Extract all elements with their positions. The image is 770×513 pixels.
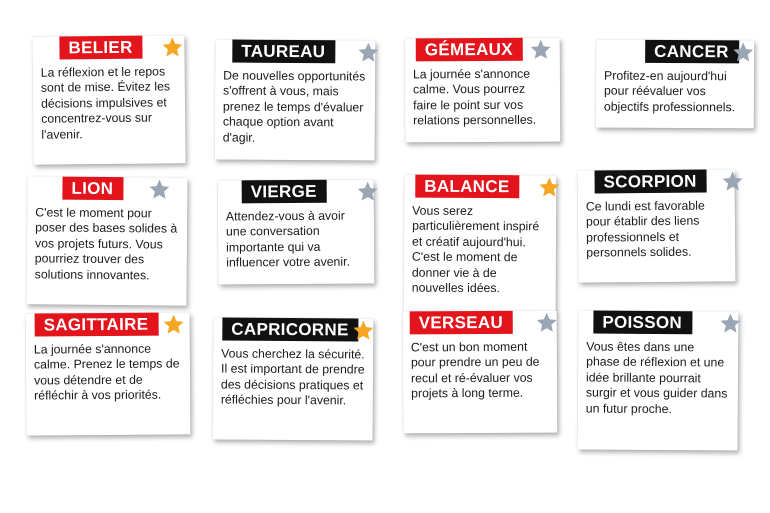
sign-name: BALANCE: [415, 175, 519, 199]
sign-banner: [213, 317, 373, 344]
horoscope-text: Attendez-vous à avoir une conversation importante qui va influencer votre avenir.: [225, 208, 350, 270]
horoscope-card: [578, 310, 739, 450]
card-inner: [405, 38, 561, 137]
star-icon: [357, 180, 379, 202]
horoscope-text: De nouvelles opportunités s'offrent à vous, mais prenez le temps d'évaluer chaque option avant d'agir.: [222, 68, 366, 145]
sign-banner: [27, 176, 187, 203]
sign-name: CANCER: [645, 40, 739, 63]
horoscope-text: Vous serez particulièrement inspiré et créatif aujourd'hui. C'est le moment de donner vie à de nouvelles idées.: [411, 203, 540, 296]
sign-banner: [215, 39, 375, 66]
star-icon: [163, 313, 185, 335]
star-icon: [719, 312, 741, 334]
card-inner: [596, 40, 754, 124]
horoscope-text: La réflexion et le repos sont de mise. Évitez les décisions impulsives et concentrez-vous sur l'avenir.: [40, 64, 171, 142]
sign-banner: [218, 179, 374, 206]
horoscope-text: C'est un bon moment pour prendre un peu de recul et ré-évaluer vos projets à long terme.: [410, 339, 540, 401]
horoscope-card: [26, 312, 191, 435]
horoscope-text: La journée s'annonce calme. Prenez le temps de vous détendre et de réfléchir à vos priorités.: [33, 341, 180, 403]
sign-banner: [405, 38, 560, 65]
horoscope-card: [403, 311, 558, 434]
card-inner: [578, 169, 736, 269]
sign-name: GÉMEAUX: [416, 38, 523, 62]
horoscope-card: [26, 176, 187, 305]
horoscope-text: Ce lundi est favorable pour établir des liens professionnels et personnels solides.: [585, 198, 705, 260]
star-icon: [161, 36, 183, 58]
horoscope-text: La journée s'annonce calme. Vous pourrez faire le point sur vos relations personnelles.: [412, 66, 537, 128]
sign-name: POISSON: [593, 311, 692, 335]
horoscope-card: [405, 38, 561, 143]
card-inner: [578, 310, 739, 425]
card-inner: [215, 39, 376, 154]
sign-name: LION: [62, 177, 123, 201]
star-icon: [357, 41, 379, 63]
card-inner: [32, 35, 185, 151]
card-inner: [213, 317, 374, 417]
star-icon: [732, 41, 754, 63]
sign-name: SCORPION: [595, 170, 707, 194]
horoscope-card: [215, 39, 376, 160]
horoscope-card: [404, 175, 557, 313]
sign-name: VERSEAU: [410, 311, 513, 335]
card-inner: [404, 175, 557, 305]
sign-name: TAUREAU: [232, 40, 335, 64]
star-icon: [530, 39, 552, 61]
horoscope-card: [218, 179, 375, 284]
horoscope-text: Profitez-en aujourd'hui pour réévaluer vos objectifs professionnels.: [603, 68, 736, 115]
sign-banner: [26, 312, 190, 339]
sign-banner: [403, 311, 557, 338]
sign-name: VIERGE: [242, 180, 327, 204]
horoscope-text: Vous cherchez la sécurité. Il est important de prendre des décisions pratiques et réfléchies pour l'avenir.: [220, 346, 365, 408]
horoscope-text: C'est le moment pour poser des bases solides à vos projets futurs. Vous pourriez trouver des solutions innovantes.: [34, 205, 178, 282]
star-icon: [352, 319, 374, 341]
star-icon: [538, 176, 560, 198]
sign-name: SAGITTAIRE: [35, 313, 159, 337]
sign-name: BELIER: [59, 36, 142, 60]
card-inner: [27, 176, 188, 291]
horoscope-card: [32, 35, 185, 165]
sign-banner: [578, 310, 738, 337]
star-icon: [148, 178, 170, 200]
sign-banner: [32, 35, 184, 63]
sign-name: CAPRICORNE: [222, 318, 358, 342]
star-icon: [536, 312, 558, 334]
card-inner: [403, 311, 558, 410]
horoscope-card: [578, 169, 736, 282]
horoscope-card: [596, 40, 754, 129]
sign-banner: [404, 175, 556, 202]
card-inner: [218, 179, 375, 279]
sign-banner: [578, 169, 735, 196]
card-inner: [26, 312, 191, 412]
star-icon: [722, 170, 744, 192]
horoscope-text: Vous êtes dans une phase de réflexion et une idée brillante pourrait surgir et vous guider dans un futur proche.: [585, 339, 728, 416]
horoscope-card: [213, 317, 374, 440]
sign-banner: [596, 40, 754, 67]
